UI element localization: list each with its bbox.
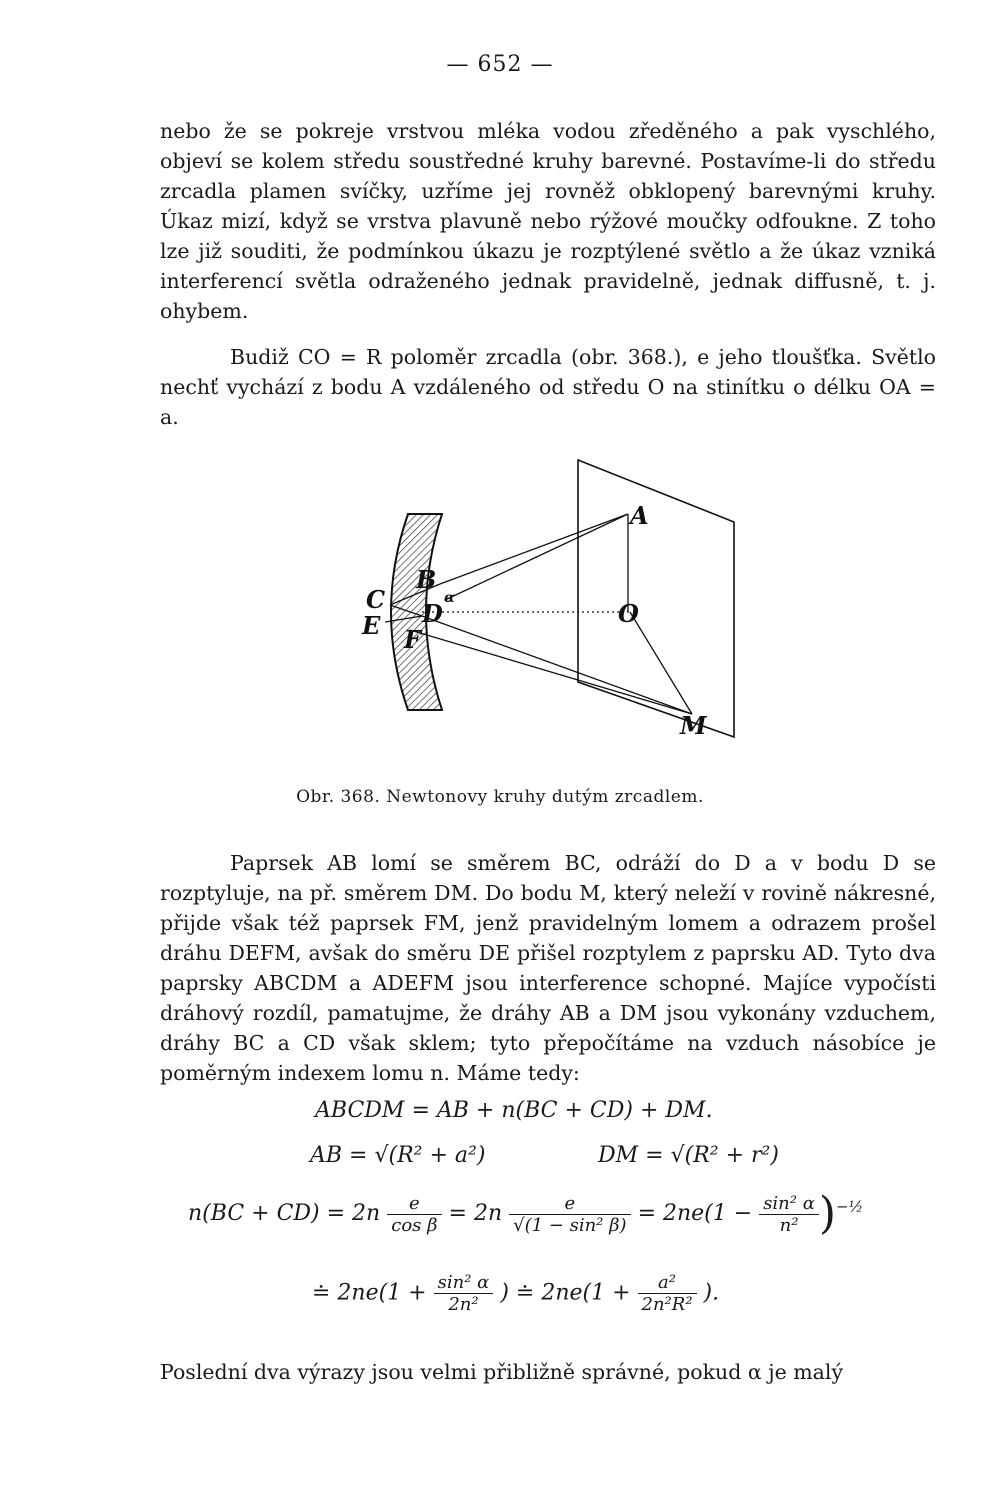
equation-1: ABCDM = AB + n(BC + CD) + DM. (315, 1098, 713, 1123)
eq3-f2-den: √(1 − sin² β) (513, 1214, 627, 1236)
label-alpha: α (444, 590, 455, 606)
figure-caption: Obr. 368. Newtonovy kruhy dutým zrcadlem. (296, 787, 704, 807)
label-E: E (362, 611, 381, 640)
eq4-a: ≐ 2ne(1 + (312, 1280, 427, 1306)
equation-4 (312, 1272, 719, 1315)
screen (578, 460, 734, 737)
eq4-b: ) ≐ 2ne(1 + (500, 1280, 631, 1306)
eq3-mid: = 2n (448, 1201, 503, 1226)
label-M: M (680, 711, 707, 740)
label-F: F (404, 625, 422, 654)
eq4-c: ). (703, 1280, 720, 1306)
label-O: O (618, 599, 639, 628)
eq3-fraction-2 (509, 1193, 630, 1236)
paragraph-3: Paprsek AB lomí se směrem BC, odráží do D a v bodu D se rozptyluje, na př. směrem DM. Do bodu M, který neleží v rovině nákresné, přijde však též paprsek FM, jenž pravidelným lomem a odrazem prošel dráhu DEFM, avšak do směru DE přišel rozptylem z paprsku AD. Tyto dva paprsky ABCDM a ADEFM jsou interference schopné. Majíce vypočísti dráhový rozdíl, pamatujme, že dráhy AB a DM jsou vykonány vzduchem, dráhy BC a CD však sklem; tyto přepočítáme na vzduch násobíce je poměrným indexem lomu n. Máme tedy: (160, 851, 936, 1085)
equation-3: n(BC + CD) = 2n $\frac{e}{\text{cos β}}$ = 2n $\frac{e}{\text{√(1 − sin² β)}}$ = 2ne(1 − $\frac{\text{sin² α}}{\text{n²}}$ )$^{-\frac{1}{2}}$ (188, 1188, 864, 1239)
eq3-f2-num: e (509, 1193, 630, 1215)
equation-2b: DM = √(R² + r²) (598, 1143, 779, 1168)
label-C: C (366, 585, 386, 614)
paragraph-1: nebo že se pokreje vrstvou mléka vodou zředěného a pak vyschlého, objeví se kolem středu soustředné kruhy barevné. Postavíme-li do středu zrcadla plamen svíčky, uzříme jej rovněž obklopený barevnými kruhy. Úkaz mizí, když se vrstva plavuně nebo rýžové moučky odfoukne. Z toho lze již souditi, že podmínkou úkazu je rozptýlené světlo a že úkaz vzniká interferencí světla odraženého jednak pravidelně, jednak diffusně, t. j. ohybem. (160, 119, 936, 323)
eq4-fraction-2 (638, 1272, 697, 1315)
figure-368 (330, 452, 750, 752)
eq4-f2-den: 2n²R² (641, 1294, 693, 1315)
equation-2a: AB = √(R² + a²) (310, 1143, 486, 1168)
eq3-fraction-3 (759, 1193, 819, 1236)
eq3-f3-den: n² (779, 1214, 799, 1236)
eq3-fraction-1 (387, 1193, 441, 1236)
eq4-fraction-1 (434, 1272, 494, 1315)
eq4-f2-num: a² (638, 1272, 697, 1294)
eq3-f3-num: sin² α (759, 1193, 819, 1215)
page-number: — 652 — (446, 52, 554, 77)
eq3-lhs: n(BC + CD) = 2n (188, 1201, 381, 1226)
label-A: A (630, 501, 649, 530)
eq4-f1-num: sin² α (434, 1272, 494, 1294)
label-B: B (416, 565, 437, 594)
label-D: D (422, 599, 443, 628)
eq3-exponent: −½ (836, 1197, 864, 1216)
eq3-rhs: = 2ne(1 − (637, 1201, 753, 1226)
eq4-f1-den: 2n² (448, 1294, 479, 1315)
paragraph-4: Poslední dva výrazy jsou velmi přibližně správné, pokud α je malý (160, 1360, 844, 1384)
eq3-f1-num: e (387, 1193, 441, 1215)
eq3-f1-den: cos β (391, 1214, 438, 1236)
paragraph-2: Budiž CO = R poloměr zrcadla (obr. 368.), e jeho tloušťka. Světlo nechť vychází z bodu A vzdáleného od středu O na stinítku o délku OA = a. (160, 345, 936, 429)
